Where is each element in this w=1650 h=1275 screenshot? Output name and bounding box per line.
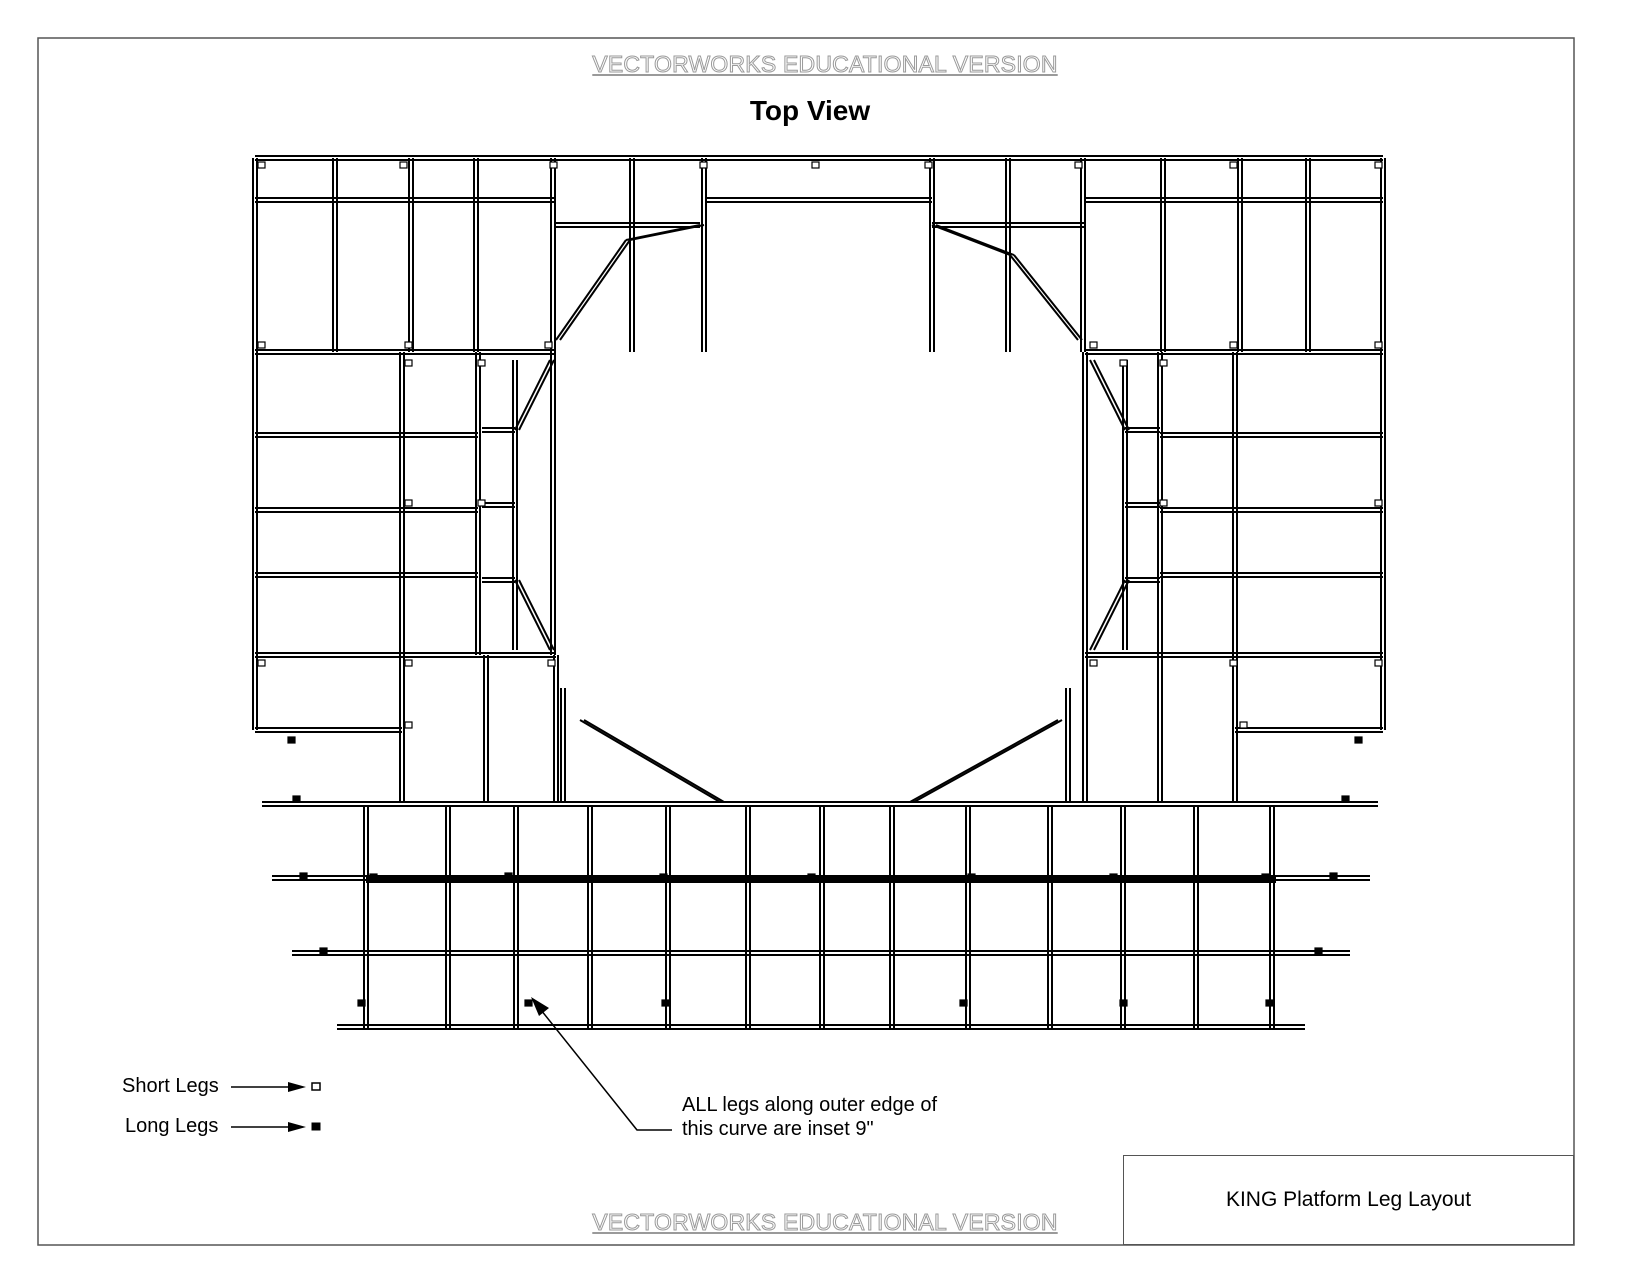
- right-top-diagonal: [932, 225, 1010, 255]
- short-leg-marker: [700, 162, 707, 168]
- right-upper-diagonal: [1010, 255, 1078, 340]
- short-leg-marker: [1160, 500, 1167, 506]
- long-leg-marker: [505, 873, 512, 879]
- legend-long-legs-label: Long Legs: [125, 1115, 219, 1137]
- right-upper-diagonal: [1014, 255, 1082, 340]
- short-leg-marker: [258, 162, 265, 168]
- short-leg-marker: [258, 342, 265, 348]
- short-leg-marker: [405, 342, 412, 348]
- long-leg-marker: [1315, 948, 1322, 954]
- long-leg-marker: [1262, 874, 1269, 880]
- long-leg-marker: [525, 1000, 532, 1006]
- short-leg-marker: [405, 660, 412, 666]
- callout-leader: [531, 997, 672, 1130]
- long-leg-marker: [662, 1000, 669, 1006]
- long-leg-marker: [320, 948, 327, 954]
- left-side-diagonal-top: [519, 360, 554, 430]
- long-leg-marker: [358, 1000, 365, 1006]
- left-side-diagonal-top: [515, 360, 550, 430]
- sheet-border: [38, 38, 1574, 1245]
- long-leg-marker: [808, 874, 815, 880]
- platform-framing: [253, 156, 1385, 1030]
- short-leg-marker: [1075, 162, 1082, 168]
- long-leg-marker: [1355, 737, 1362, 743]
- left-lower-diagonal: [584, 720, 724, 802]
- short-legs-arrowhead: [288, 1082, 306, 1092]
- short-leg-marker: [1375, 162, 1382, 168]
- long-leg-marker: [968, 874, 975, 880]
- legend-arrows: [231, 1082, 320, 1132]
- long-leg-marker: [960, 1000, 967, 1006]
- short-leg-marker: [1240, 722, 1247, 728]
- short-leg-marker: [1230, 342, 1237, 348]
- short-leg-marker: [1375, 500, 1382, 506]
- left-side-diagonal-bottom: [519, 580, 554, 650]
- long-leg-marker: [1110, 874, 1117, 880]
- long-leg-marker: [1120, 1000, 1127, 1006]
- short-leg-marker: [1375, 660, 1382, 666]
- short-leg-marker: [1120, 360, 1127, 366]
- drawing-title: Top View: [749, 95, 871, 126]
- short-leg-marker: [1090, 660, 1097, 666]
- right-lower-diagonal: [910, 720, 1058, 802]
- right-side-diagonal-top: [1090, 360, 1125, 430]
- long-leg-marker: [288, 737, 295, 743]
- watermark-bottom: VECTORWORKS EDUCATIONAL VERSION: [592, 1209, 1058, 1235]
- short-leg-marker: [405, 360, 412, 366]
- callout-arrowhead: [531, 997, 549, 1016]
- callout-note: [682, 1093, 937, 1141]
- short-leg-marker: [1090, 342, 1097, 348]
- short-leg-marker: [258, 660, 265, 666]
- long-leg-marker: [1342, 796, 1349, 802]
- left-side-diagonal-bottom: [515, 580, 550, 650]
- short-leg-marker: [1160, 360, 1167, 366]
- callout-note-line-1: ALL legs along outer edge of: [682, 1094, 938, 1116]
- short-leg-marker: [478, 500, 485, 506]
- short-leg-marker: [400, 162, 407, 168]
- left-lower-diagonal: [580, 720, 720, 802]
- long-leg-marker: [1330, 873, 1337, 879]
- watermark-top: VECTORWORKS EDUCATIONAL VERSION: [592, 51, 1058, 77]
- left-upper-diagonal: [560, 240, 630, 340]
- short-leg-marker: [405, 500, 412, 506]
- short-leg-marker: [548, 660, 555, 666]
- short-leg-marker: [550, 162, 557, 168]
- long-leg-marker: [660, 874, 667, 880]
- short-leg-marker: [1230, 162, 1237, 168]
- short-leg-marker: [478, 360, 485, 366]
- long-leg-marker: [300, 873, 307, 879]
- short-leg-marker: [405, 722, 412, 728]
- short-leg-marker: [925, 162, 932, 168]
- right-side-diagonal-bottom: [1090, 580, 1125, 650]
- short-leg-marker: [545, 342, 552, 348]
- callout-note-line-2: this curve are inset 9": [682, 1118, 874, 1140]
- right-lower-diagonal: [914, 720, 1062, 802]
- long-leg-marker: [370, 874, 377, 880]
- short-leg-symbol: [312, 1083, 320, 1090]
- callout-leader-line: [537, 1005, 672, 1130]
- right-top-diagonal: [936, 225, 1014, 255]
- short-leg-marker: [812, 162, 819, 168]
- long-leg-marker: [1266, 1000, 1273, 1006]
- short-leg-marker: [1375, 342, 1382, 348]
- legend-short-legs-label: Short Legs: [122, 1075, 219, 1097]
- long-leg-symbol: [312, 1123, 320, 1130]
- title-block-text: KING Platform Leg Layout: [1225, 1188, 1472, 1211]
- short-leg-marker: [1230, 660, 1237, 666]
- left-upper-diagonal: [556, 240, 626, 340]
- long-legs-arrowhead: [288, 1122, 306, 1132]
- long-leg-marker: [293, 796, 300, 802]
